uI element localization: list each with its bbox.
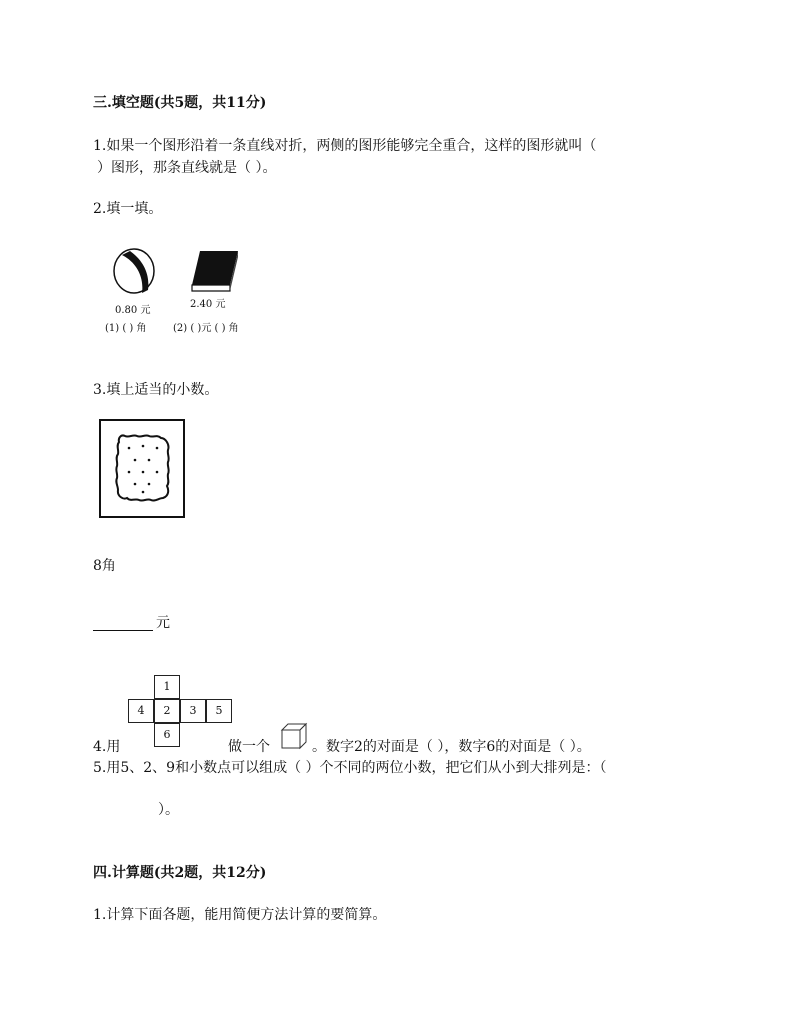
net-cell-row-3: 3 xyxy=(180,699,206,723)
question-3-value: 8角 xyxy=(93,558,116,574)
biscuit-icon xyxy=(115,432,171,504)
question-3-answer-line[interactable] xyxy=(93,630,153,631)
question-1-line-1: 1.如果一个图形沿着一条直线对折，两侧的图形能够完全重合，这样的图形就叫（ xyxy=(93,138,597,154)
ball-price: 0.80 元 xyxy=(115,305,151,316)
net-cell-top: 1 xyxy=(154,675,180,699)
net-cell-row-4: 5 xyxy=(206,699,232,723)
question-4-suffix: 。数字2的对面是（ ），数字6的对面是（ ）。 xyxy=(312,739,591,755)
book-price: 2.40 元 xyxy=(190,299,226,310)
book-answer-blank: (2) ( )元 ( ) 角 xyxy=(173,323,239,334)
question-4-middle: 做一个 xyxy=(228,739,270,755)
question-2-title: 2.填一填。 xyxy=(93,201,163,217)
question-1-line-2: ）图形，那条直线就是（ ）。 xyxy=(97,160,277,176)
question-4-prefix: 4.用 xyxy=(93,739,121,755)
section-3-heading: 三.填空题(共5题，共11分) xyxy=(93,95,267,111)
ball-answer-blank: (1) ( ) 角 xyxy=(105,323,147,334)
section-4-heading: 四.计算题(共2题，共12分) xyxy=(93,865,267,881)
cube-icon xyxy=(280,722,310,750)
question-3-unit: 元 xyxy=(156,615,170,631)
net-cell-bottom: 6 xyxy=(154,723,180,747)
book-icon xyxy=(190,249,240,293)
section-4-question-1: 1.计算下面各题，能用简便方法计算的要简算。 xyxy=(93,907,387,923)
question-5-line-2: ）。 xyxy=(158,802,179,818)
question-3-title: 3.填上适当的小数。 xyxy=(93,382,219,398)
net-cell-row-1: 4 xyxy=(128,699,154,723)
question-5-line-1: 5.用5、2、9和小数点可以组成（ ）个不同的两位小数，把它们从小到大排列是：（ xyxy=(93,760,607,776)
net-cell-row-2: 2 xyxy=(154,699,180,723)
ball-icon xyxy=(112,247,158,295)
